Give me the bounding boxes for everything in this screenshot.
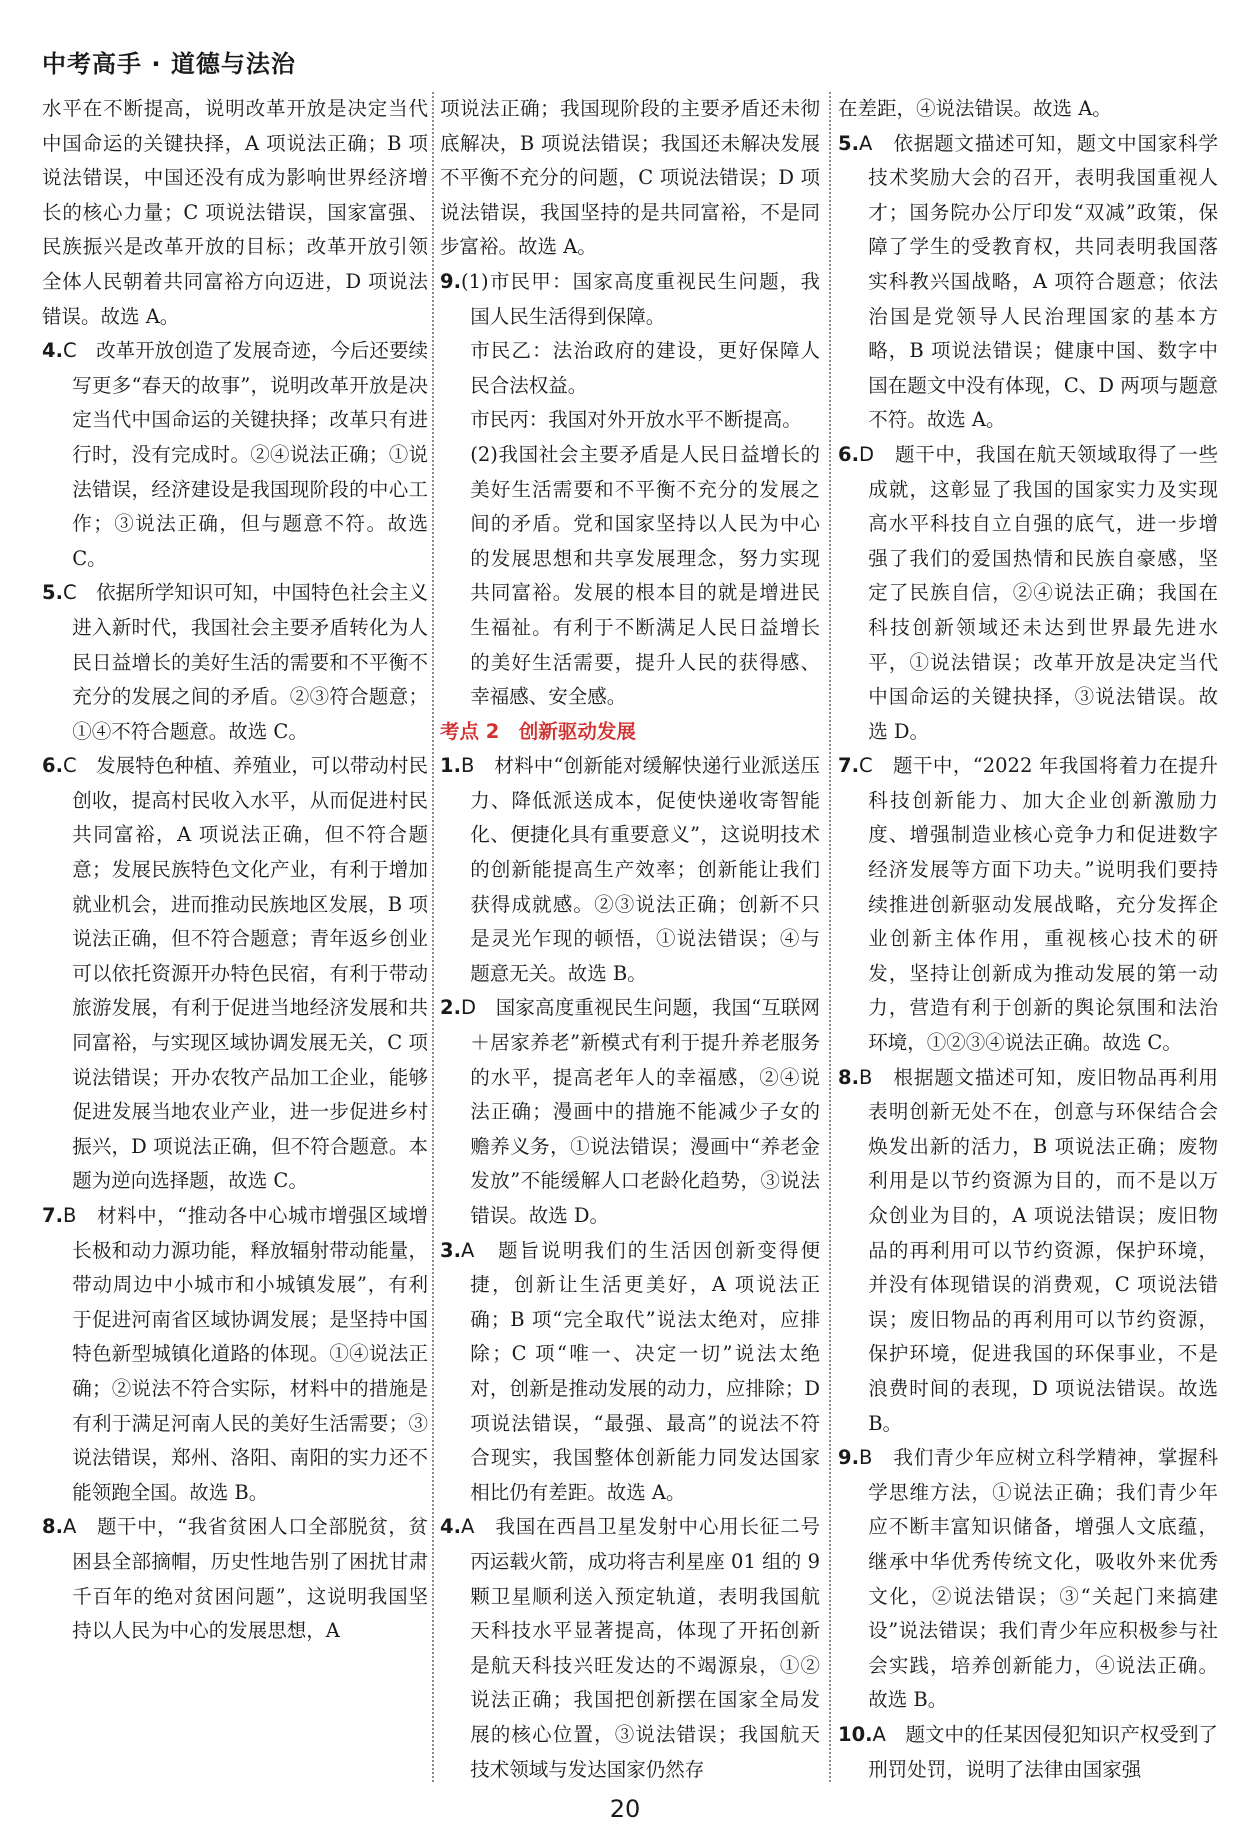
answer-letter: D [460,996,476,1020]
answer-explanation: 题干中，“2022 年我国将着力在提升科技创新能力、加大企业创新激励力度、增强制造业核心竞争力和促进数字经济发展等方面下功夫。”说明我们要持续推进创新驱动发展战略，充分发挥企业创新主体作用，重视核心技术的研发，坚持让创新成为推动发展的第一动力，营造有利于创新的舆论氛围和法治环境，①②③④说法正确。故选 C。 [868,754,1218,1055]
answer-letter: B [460,754,475,778]
answer-explanation: 依据所学知识可知，中国特色社会主义进入新时代，我国社会主要矛盾转化为人民日益增长的美好生活的需要和不平衡不充分的发展之间的矛盾。②③符合题意；①④不符合题意。故选 C。 [72,581,428,743]
answer-letter: C [62,754,77,778]
answer-item [42,334,428,576]
answer-line: 市民乙：法治政府的建设，更好保障人民合法权益。 [470,339,820,397]
item-number: 1. [440,754,461,778]
answer-letter: A [62,1515,77,1539]
answer-letter: D [858,442,874,466]
column-divider [829,92,831,1782]
answer-explanation: 题旨说明我们的生活因创新变得便捷，创新让生活更美好，A 项说法正确；B 项“完全取代”说法太绝对，应排除；C 项“唯一、决定一切”说法太绝对，创新是推动发展的动力，应排除；D 项说法错误，“最强、最高”的说法不符合现实，我国整体创新能力同发达国家相比仍有差距。故选 A。 [470,1238,820,1504]
answer-item [42,576,428,749]
answer-item [838,749,1218,1060]
item-number: 5. [42,581,63,605]
answer-letter: C [62,581,77,605]
answer-explanation: 题干中，“我省贫困人口全部脱贫，贫困县全部摘帽，历史性地告别了困扰甘肃千百年的绝对贫困问题”，这说明我国坚持以人民为中心的发展思想，A [72,1515,428,1643]
answer-letter: C [858,754,873,778]
answer-explanation: 材料中“创新能对缓解快递行业派送压力、降低派送成本，促使快递收寄智能化、便捷化具有重要意义”，这说明技术的创新能提高生产效率；创新能让我们获得成就感。②③说法正确；创新不只是灵光乍现的顿悟，①说法错误；④与题意无关。故选 B。 [470,754,820,985]
continued-answer-text: 项说法正确；我国现阶段的主要矛盾还未彻底解决，B 项说法错误；我国还未解决发展不平衡不充分的问题，C 项说法错误；D 项说法错误，我国坚持的是共同富裕，不是同步富裕。故选 A。 [440,97,820,259]
answer-explanation: 题干中，我国在航天领域取得了一些成就，这彰显了我国的国家实力及实现高水平科技自立自强的底气，进一步增强了我们的爱国热情和民族自豪感，坚定了民族自信，②④说法正确；我国在科技创新领域还未达到世界最先进水平，①说法错误；改革开放是决定当代中国命运的关键抉择，③说法错误。故选 D。 [868,442,1218,743]
answer-letter: B [62,1204,77,1227]
answer-item [838,1718,1218,1787]
answer-item [42,1510,428,1648]
answer-item [838,127,1218,438]
item-number: 9. [440,269,461,293]
item-number: 4. [440,1515,461,1539]
answer-letter: C [62,339,77,363]
item-number: 4. [42,339,63,363]
item-number: 6. [838,442,859,466]
answer-explanation: 发展特色种植、养殖业，可以带动村民创收，提高村民收入水平，从而促进村民共同富裕，A 项说法正确，但不符合题意；发展民族特色文化产业，有利于增加就业机会，进而推动民族地区发展，B 项说法正确，但不符合题意；青年返乡创业可以依托资源开办特色民宿，有利于带动旅游发展，有利于促进当地经济发展和共同富裕，与实现区域协调发展无关，C 项说法错误；开办农牧产品加工企业，能够促进发展当地农业产业，进一步促进乡村振兴，D 项说法正确，但不符合题意。本题为逆向选择题，故选 C。 [72,754,428,1193]
answer-item [42,1199,428,1510]
item-number: 8. [838,1065,859,1089]
answer-explanation: 我国在西昌卫星发射中心用长征二号丙运载火箭，成功将吉利星座 01 组的 9 颗卫星顺利送入预定轨道，表明我国航天科技水平显著提高，体现了开拓创新是航天科技兴旺发达的不竭源泉，①②说法正确；我国把创新摆在国家全局发展的核心位置，③说法错误；我国航天技术领域与发达国家仍然存 [470,1515,820,1781]
column-divider [432,92,434,1782]
answer-explanation: 根据题文描述可知，废旧物品再利用表明创新无处不在，创意与环保结合会焕发出新的活力，B 项说法正确；废物利用是以节约资源为目的，而不是以万众创业为目的，A 项说法错误；废旧物品的再利用可以节约资源，保护环境，并没有体现错误的消费观，C 项说法错误；废旧物品的再利用可以节约资源，保护环境，促进我国的环保事业，不是浪费时间的表现，D 项说法错误。故选 B。 [868,1065,1218,1435]
item-number: 10. [838,1722,873,1746]
answer-item [440,1510,820,1787]
running-header: 中考高手 · 道德与法治 [42,50,296,78]
answer-item [838,438,1218,749]
column-3 [838,92,1218,1792]
column-1 [42,92,428,1792]
answer-letter: A [460,1515,475,1539]
answer-explanation: 改革开放创造了发展奇迹，今后还要续写更多“春天的故事”，说明改革开放是决定当代中国命运的关键抉择；改革只有进行时，没有完成时。②④说法正确；①说法错误，经济建设是我国现阶段的中心工作；③说法正确，但与题意不符。故选 C。 [72,339,428,570]
item-number: 3. [440,1238,461,1262]
item-number: 6. [42,754,63,778]
answer-item [440,1234,820,1511]
continued-answer-text: 在差距，④说法错误。故选 A。 [838,97,1112,120]
page-number: 20 [609,1795,641,1823]
answer-explanation: 材料中，“推动各中心城市增强区域增长极和动力源功能，释放辐射带动能量，带动周边中小城市和小城镇发展”，有利于促进河南省区域协调发展；是坚持中国特色新型城镇化道路的体现。①④说法正确；②说法不符合实际，材料中的措施是有利于满足河南人民的美好生活需要；③说法错误，郑州、洛阳、南阳的实力还不能领跑全国。故选 B。 [72,1204,428,1504]
item-number: 9. [838,1446,859,1470]
answer-item [440,991,820,1233]
answer-letter: B [858,1446,873,1470]
answer-explanation: 国家高度重视民生问题，我国“互联网＋居家养老”新模式有利于提升养老服务的水平，提高老年人的幸福感，②④说法正确；漫画中的措施不能减少子女的赡养义务，①说法错误；漫画中“养老金发放”不能缓解人口老龄化趋势，③说法错误。故选 D。 [470,996,820,1227]
answer-item [440,749,820,991]
section-title: 考点 2 创新驱动发展 [440,719,636,743]
item-number: 5. [838,131,859,155]
item-number: 2. [440,996,461,1020]
answer-line: 市民丙：我国对外开放水平不断提高。 [470,408,802,432]
answer-item [838,1061,1218,1442]
answer-letter: A [460,1238,475,1262]
answer-item [42,749,428,1199]
answer-letter: A [872,1722,886,1746]
answer-item [440,265,820,334]
item-number: 7. [42,1204,63,1227]
answer-letter: A [858,131,873,155]
answer-explanation: 依据题文描述可知，题文中国家科学技术奖励大会的召开，表明我国重视人才；国务院办公厅印发“双减”政策，保障了学生的受教育权，共同表明我国落实科教兴国战略，A 项符合题意；依法治国是党领导人民治理国家的基本方略，B 项说法错误；健康中国、数字中国在题文中没有体现，C、D 两项与题意不符。故选 A。 [868,131,1218,432]
item-number: 8. [42,1515,63,1539]
item-number: 7. [838,754,859,778]
answer-letter: B [858,1065,873,1089]
answer-line: (1)市民甲：国家高度重视民生问题，我国人民生活得到保障。 [460,269,820,328]
continued-answer-text: 水平在不断提高，说明改革开放是决定当代中国命运的关键抉择，A 项说法正确；B 项说法错误，中国还没有成为影响世界经济增长的核心力量；C 项说法错误，国家富强、民族振兴是改革开放的目标；改革开放引领全体人民朝着共同富裕方向迈进，D 项说法错误。故选 A。 [42,97,428,328]
answer-line: (2)我国社会主要矛盾是人民日益增长的美好生活需要和不平衡不充分的发展之间的矛盾。党和国家坚持以人民为中心的发展思想和共享发展理念，努力实现共同富裕。发展的根本目的就是增进民生福祉。有利于不断满足人民日益增长的美好生活需要，提升人民的获得感、幸福感、安全感。 [470,442,820,709]
answer-item [838,1441,1218,1718]
answer-explanation: 题文中的任某因侵犯知识产权受到了刑罚处罚，说明了法律由国家强 [868,1722,1218,1781]
answer-explanation: 我们青少年应树立科学精神，掌握科学思维方法，①说法正确；我们青少年应不断丰富知识储备，增强人文底蕴，继承中华优秀传统文化，吸收外来优秀文化，②说法错误；③“关起门来搞建设”说法错误；我们青少年应积极参与社会实践，培养创新能力，④说法正确。故选 B。 [868,1446,1218,1712]
column-2 [440,92,820,1792]
